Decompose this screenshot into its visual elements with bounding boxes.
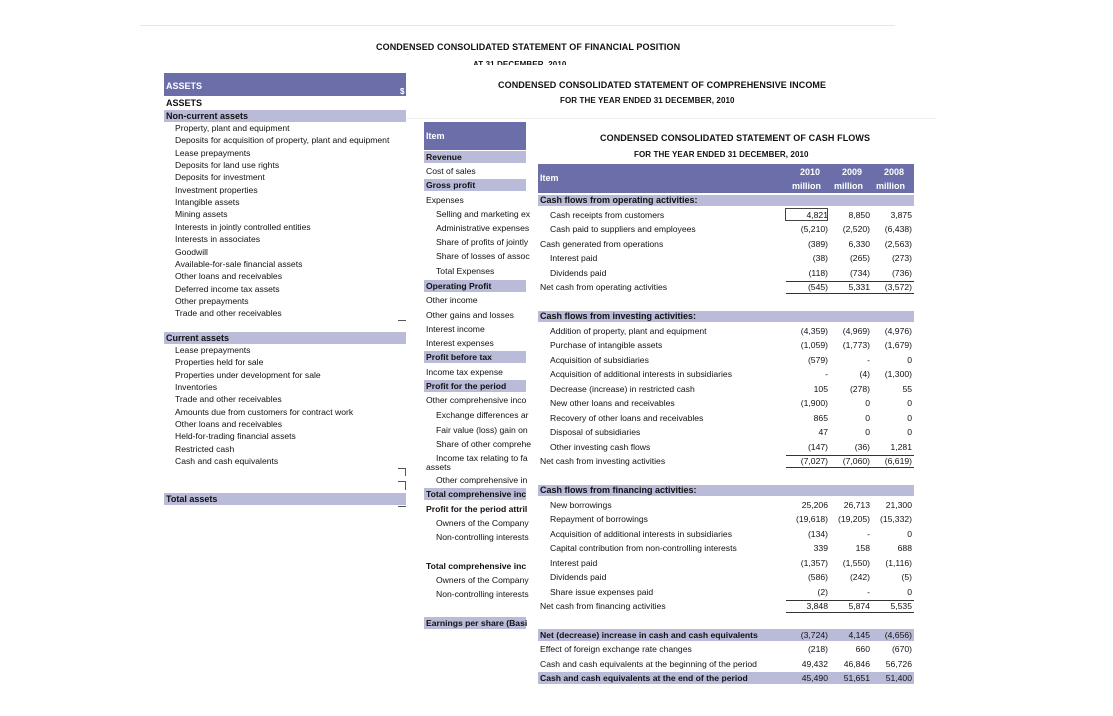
ci-row-label: Operating Profit bbox=[426, 281, 492, 291]
fp-header-bar bbox=[164, 73, 406, 96]
ci-row-label: Owners of the Company bbox=[436, 575, 529, 585]
cf-value-2009: 0 bbox=[865, 412, 870, 423]
cf-section-heading-label: Cash flows from financing activities: bbox=[540, 485, 697, 495]
cf-section-heading bbox=[538, 311, 914, 322]
cf-value-2008: 0 bbox=[907, 586, 912, 597]
fp-noncurrent-item: Investment properties bbox=[175, 184, 258, 195]
cf-value-2009: 5,874 bbox=[848, 601, 870, 611]
fp-mark bbox=[405, 468, 406, 476]
ci-sheet-top bbox=[406, 65, 936, 125]
cf-year-2009: 2009 bbox=[842, 167, 863, 177]
fp-mark bbox=[398, 506, 406, 507]
cf-row-label: New other loans and receivables bbox=[550, 398, 675, 408]
cf-value-2008: (6,438) bbox=[884, 224, 912, 234]
cf-value-2009: (265) bbox=[849, 253, 870, 263]
cf-value-2009: (2,520) bbox=[842, 224, 870, 234]
cf-value-2010: (1,357) bbox=[800, 557, 828, 568]
ci-row-label: Expenses bbox=[426, 195, 464, 205]
cf-value-2008: 1,281 bbox=[890, 441, 912, 452]
cf-row-label: Interest paid bbox=[550, 557, 598, 568]
cf-unit-2009: million bbox=[834, 181, 863, 191]
ci-row-label: Profit before tax bbox=[426, 352, 492, 362]
fp-current-item: Cash and cash equivalents bbox=[175, 456, 279, 467]
ci-row-label: Total comprehensive inc bbox=[426, 489, 527, 499]
ci-header-bar: Item bbox=[424, 122, 526, 150]
cf-value-2010: (4,359) bbox=[800, 325, 828, 336]
cf-closing-label: Cash and cash equivalents at the end of the period bbox=[540, 673, 748, 683]
fp-current-item: Restricted cash bbox=[175, 443, 235, 454]
cf-value-2009: (1,550) bbox=[842, 557, 870, 568]
cf-value-2010: 105 bbox=[813, 383, 828, 394]
fp-current-item: Trade and other receivables bbox=[175, 394, 282, 405]
cf-row-label: Capital contribution from non-controlling interests bbox=[550, 543, 737, 553]
ci-row-label: assets bbox=[426, 462, 451, 472]
fp-noncurrent-item: Mining assets bbox=[175, 209, 228, 220]
cf-value-2010: - bbox=[825, 369, 828, 379]
cf-selected-cell[interactable] bbox=[785, 208, 828, 221]
fp-title: CONDENSED CONSOLIDATED STATEMENT OF FINANCIAL POSITION bbox=[376, 42, 681, 52]
ci-row-label: Interest expenses bbox=[426, 338, 494, 348]
cf-closing-label: Effect of foreign exchange rate changes bbox=[540, 644, 692, 654]
cf-value-2010: (545) bbox=[807, 282, 828, 292]
cf-unit-2008: million bbox=[876, 181, 905, 191]
cf-closing-value-2009: 660 bbox=[855, 644, 870, 654]
cf-row-label: Acquisition of subsidiaries bbox=[550, 354, 649, 365]
cf-row-label: Cash receipts from customers bbox=[550, 209, 665, 220]
cf-row-label: Dividends paid bbox=[550, 267, 607, 278]
cf-year-2008: 2008 bbox=[884, 167, 905, 177]
cf-value-2010: 339 bbox=[813, 543, 828, 553]
cf-closing-label: Cash and cash equivalents at the beginning of the period bbox=[540, 659, 757, 669]
fp-noncurrent-heading: Non-current assets bbox=[164, 110, 406, 122]
cf-value-2008: (273) bbox=[891, 253, 912, 263]
cf-value-2009: - bbox=[867, 586, 870, 597]
fp-noncurrent-item: Interests in associates bbox=[175, 234, 261, 245]
fp-noncurrent-item: Lease prepayments bbox=[175, 147, 251, 158]
cf-row-label: Dividends paid bbox=[550, 572, 607, 582]
fp-current-item: Inventories bbox=[175, 382, 218, 393]
cf-value-2010: (147) bbox=[807, 441, 828, 452]
cf-value-2008: 0 bbox=[907, 398, 912, 408]
cf-value-2009: (7,060) bbox=[842, 456, 870, 466]
cf-closing-value-2008: 51,400 bbox=[885, 673, 912, 683]
cf-value-2009: 26,713 bbox=[843, 499, 870, 510]
cf-row-label: Recovery of other loans and receivables bbox=[550, 412, 704, 423]
fp-noncurrent-item: Trade and other receivables bbox=[175, 308, 282, 319]
cf-closing-value-2009: 51,651 bbox=[843, 673, 870, 683]
ci-row-label: Gross profit bbox=[426, 180, 476, 190]
cf-closing-value-2010: 45,490 bbox=[801, 673, 828, 683]
cf-value-2009: - bbox=[867, 354, 870, 365]
cf-value-2008: 21,300 bbox=[885, 499, 912, 510]
fp-assets-heading: ASSETS bbox=[166, 98, 203, 108]
cf-value-2009: (278) bbox=[849, 383, 870, 394]
cf-closing-value-2010: (218) bbox=[807, 644, 828, 654]
fp-header-label: ASSETS bbox=[166, 81, 203, 91]
cf-row-label: Net cash from financing activities bbox=[540, 601, 666, 611]
cf-value-2010: (586) bbox=[807, 572, 828, 582]
ci-row-label: Earnings per share (Basi bbox=[426, 618, 528, 628]
ci-row-label: Other comprehensive inco bbox=[426, 395, 527, 405]
fp-noncurrent-item: Other loans and receivables bbox=[175, 271, 283, 282]
ci-row-label: Share of profits of jointly bbox=[436, 237, 529, 247]
cf-row-label: Cash paid to suppliers and employees bbox=[550, 224, 696, 234]
cf-section-heading bbox=[538, 485, 914, 496]
ci-row-label: Income tax relating to fa bbox=[436, 453, 528, 463]
cf-value-2010: (1,059) bbox=[800, 340, 828, 350]
fp-total-assets: Total assets bbox=[164, 493, 406, 505]
ci-row-label: Revenue bbox=[426, 152, 462, 162]
ci-row-label: Other gains and losses bbox=[426, 310, 514, 320]
cf-row-label: Disposal of subsidiaries bbox=[550, 427, 641, 437]
cf-value-2008: (5) bbox=[901, 572, 912, 582]
cf-row-label: Acquisition of additional interests in subsidiaries bbox=[550, 369, 733, 379]
cf-value-2010: 865 bbox=[813, 412, 828, 423]
cf-value-2008: 688 bbox=[897, 543, 912, 553]
cf-value-2009: (734) bbox=[849, 267, 870, 278]
fp-current-item: Lease prepayments bbox=[175, 345, 251, 355]
ci-row-label: Total Expenses bbox=[436, 266, 495, 276]
cf-closing-value-2008: (670) bbox=[891, 644, 912, 654]
cf-value-2008: (3,572) bbox=[884, 282, 912, 292]
cf-value-2009: 158 bbox=[855, 543, 870, 553]
cf-value-2009: 8,850 bbox=[848, 209, 870, 220]
fp-current-item: Held-for-trading financial assets bbox=[175, 431, 296, 442]
ci-row-label: Other income bbox=[426, 295, 478, 305]
cf-subtotal-line bbox=[786, 281, 914, 282]
ci-row-label: Selling and marketing ex bbox=[436, 209, 531, 219]
ci-row-label: Income tax expense bbox=[426, 367, 503, 377]
cf-value-2010: (579) bbox=[807, 354, 828, 365]
cf-row-label: Acquisition of additional interests in subsidiaries bbox=[550, 528, 733, 539]
ci-row-label: Administrative expenses bbox=[436, 223, 530, 233]
cf-row-label: Share issue expenses paid bbox=[550, 586, 654, 597]
cf-value-2010: (1,900) bbox=[800, 398, 828, 408]
cf-row-label: Net cash from investing activities bbox=[540, 456, 666, 466]
cf-value-2010: (5,210) bbox=[800, 224, 828, 234]
fp-subtitle bbox=[473, 57, 566, 64]
fp-noncurrent-item: Deferred income tax assets bbox=[175, 283, 280, 294]
cf-closing-label: Net (decrease) increase in cash and cash equivalents bbox=[540, 630, 758, 640]
cf-value-2009: (19,205) bbox=[837, 514, 870, 524]
cf-closing-value-2008: 56,726 bbox=[885, 659, 912, 669]
cf-unit-2010: million bbox=[792, 181, 821, 191]
fp-noncurrent-item: Goodwill bbox=[175, 246, 208, 257]
cf-value-2010: (118) bbox=[808, 267, 828, 278]
cf-subtotal-line bbox=[786, 455, 914, 456]
cf-value-2008: (1,300) bbox=[884, 369, 912, 379]
cf-value-2009: (4) bbox=[859, 369, 870, 379]
cf-header-item: Item bbox=[540, 173, 559, 183]
cf-closing-value-2010: 49,432 bbox=[801, 659, 828, 669]
cf-value-2008: 55 bbox=[902, 383, 912, 394]
cf-value-2009: (36) bbox=[854, 441, 870, 452]
cf-row-label: Decrease (increase) in restricted cash bbox=[550, 383, 695, 394]
ci-row-label: Share of losses of assoc bbox=[436, 251, 530, 261]
cf-value-2009: 5,331 bbox=[848, 282, 870, 292]
ci-subtitle: FOR THE YEAR ENDED 31 DECEMBER, 2010 bbox=[560, 96, 735, 105]
cf-value-2010: 25,206 bbox=[801, 499, 828, 510]
cf-closing-value-2010: (3,724) bbox=[800, 630, 828, 640]
cf-value-2010: (7,027) bbox=[800, 456, 828, 466]
cf-value-2008: 0 bbox=[907, 354, 912, 365]
cf-value-2009: (242) bbox=[849, 572, 870, 582]
ci-row-label: Other comprehensive in bbox=[436, 475, 528, 485]
cf-value-2010: 47 bbox=[818, 427, 828, 437]
ci-row-label: Profit for the period bbox=[426, 381, 507, 391]
cf-value-2008: 3,875 bbox=[890, 209, 912, 220]
fp-current-item: Other loans and receivables bbox=[175, 419, 283, 430]
ci-divider bbox=[406, 118, 936, 119]
cf-value-2008: (2,563) bbox=[884, 238, 912, 249]
cf-title: CONDENSED CONSOLIDATED STATEMENT OF CASH FLOWS bbox=[600, 133, 871, 143]
cf-value-2008: 0 bbox=[907, 412, 912, 423]
cf-value-2010: (19,618) bbox=[795, 514, 828, 524]
ci-title: CONDENSED CONSOLIDATED STATEMENT OF COMPREHENSIVE INCOME bbox=[498, 80, 827, 90]
cf-value-2010: (2) bbox=[817, 586, 828, 597]
cf-value-2008: (736) bbox=[891, 267, 912, 278]
ci-row-label: Cost of sales bbox=[426, 166, 476, 176]
fp-mark bbox=[405, 482, 406, 490]
cf-row-label: Repayment of borrowings bbox=[550, 514, 648, 524]
fp-noncurrent-item: Property, plant and equipment bbox=[175, 123, 290, 133]
fp-mark bbox=[398, 320, 406, 321]
cf-value-2009: (4,969) bbox=[842, 325, 870, 336]
cf-value-2008: 0 bbox=[907, 528, 912, 539]
cf-subtotal-line bbox=[786, 600, 914, 601]
cf-value-2010: (389) bbox=[807, 238, 828, 249]
cf-row-label: Addition of property, plant and equipment bbox=[550, 325, 707, 336]
fp-noncurrent-item: Other prepayments bbox=[175, 295, 249, 306]
cf-subtotal-line bbox=[786, 467, 914, 468]
cf-sheet-top bbox=[537, 126, 927, 166]
cf-value-2008: (1,116) bbox=[885, 557, 912, 568]
cf-section-heading bbox=[538, 195, 914, 206]
cf-closing-value-2009: 4,145 bbox=[848, 630, 870, 640]
cf-value-2010: 3,848 bbox=[806, 601, 828, 611]
fp-noncurrent-item: Intangible assets bbox=[175, 197, 240, 208]
cf-value-2008: 5,535 bbox=[890, 601, 912, 611]
fp-current-item: Amounts due from customers for contract work bbox=[175, 406, 354, 417]
cf-closing-value-2009: 46,846 bbox=[843, 659, 870, 669]
cf-row-label: Other investing cash flows bbox=[550, 441, 651, 452]
fp-currency: $ bbox=[400, 87, 405, 96]
cf-section-heading-label: Cash flows from investing activities: bbox=[540, 311, 697, 321]
ci-row-label: Fair value (loss) gain on bbox=[436, 425, 528, 435]
fp-noncurrent-item: Deposits for land use rights bbox=[175, 160, 280, 171]
ci-row-label: Non-controlling interests bbox=[436, 589, 529, 599]
cf-value-2008: (1,679) bbox=[884, 340, 912, 350]
ci-row-label: Total comprehensive inc bbox=[426, 561, 527, 571]
fp-noncurrent-item: Interests in jointly controlled entities bbox=[175, 221, 311, 232]
cf-value-2008: 0 bbox=[907, 427, 912, 437]
cf-value-2009: (1,773) bbox=[842, 340, 870, 350]
cf-closing-value-2008: (4,656) bbox=[884, 630, 912, 640]
ci-row-label: Exchange differences ar bbox=[436, 410, 529, 420]
top-divider bbox=[140, 25, 895, 26]
cf-value-2008: (15,332) bbox=[879, 514, 912, 524]
cf-row-label: New borrowings bbox=[550, 499, 612, 510]
cf-value-2009: 0 bbox=[865, 427, 870, 437]
fp-current-item: Properties under development for sale bbox=[175, 369, 321, 380]
cf-row-label: Cash generated from operations bbox=[540, 238, 664, 249]
cf-subtitle: FOR THE YEAR ENDED 31 DECEMBER, 2010 bbox=[634, 150, 809, 159]
ci-row-label: Non-controlling interests bbox=[436, 532, 529, 542]
fp-current-item: Properties held for sale bbox=[175, 357, 264, 368]
cf-row-label: Purchase of intangible assets bbox=[550, 340, 663, 350]
cf-header-bar bbox=[538, 164, 914, 193]
cf-value-2009: - bbox=[867, 528, 870, 539]
fp-noncurrent-item: Deposits for investment bbox=[175, 172, 265, 183]
cf-value-2009: 6,330 bbox=[848, 238, 870, 249]
cf-value-2010: (134) bbox=[807, 528, 828, 539]
cf-subtotal-line bbox=[786, 612, 914, 613]
cf-value-2008: (6,619) bbox=[884, 456, 912, 466]
ci-row-label: Owners of the Company bbox=[436, 518, 529, 528]
cf-row-label: Interest paid bbox=[550, 253, 598, 263]
cf-value-2008: (4,976) bbox=[884, 325, 912, 336]
cf-section-heading-label: Cash flows from operating activities: bbox=[540, 195, 698, 205]
cf-row-label: Net cash from operating activities bbox=[540, 282, 668, 292]
cf-value-2009: 0 bbox=[865, 398, 870, 408]
ci-row-label: Profit for the period attril bbox=[426, 504, 528, 514]
cf-value-2010: 4,821 bbox=[806, 209, 828, 220]
fp-noncurrent-item: Available-for-sale financial assets bbox=[175, 258, 303, 269]
cf-subtotal-line bbox=[786, 293, 914, 294]
cf-value-2010: (38) bbox=[812, 253, 828, 263]
ci-row-label: Share of other comprehe bbox=[436, 439, 532, 449]
cf-year-2010: 2010 bbox=[800, 167, 821, 177]
fp-current-heading: Current assets bbox=[164, 332, 406, 344]
fp-noncurrent-item: Deposits for acquisition of property, plant and equipment bbox=[175, 135, 390, 146]
ci-row-label: Interest income bbox=[426, 324, 485, 334]
